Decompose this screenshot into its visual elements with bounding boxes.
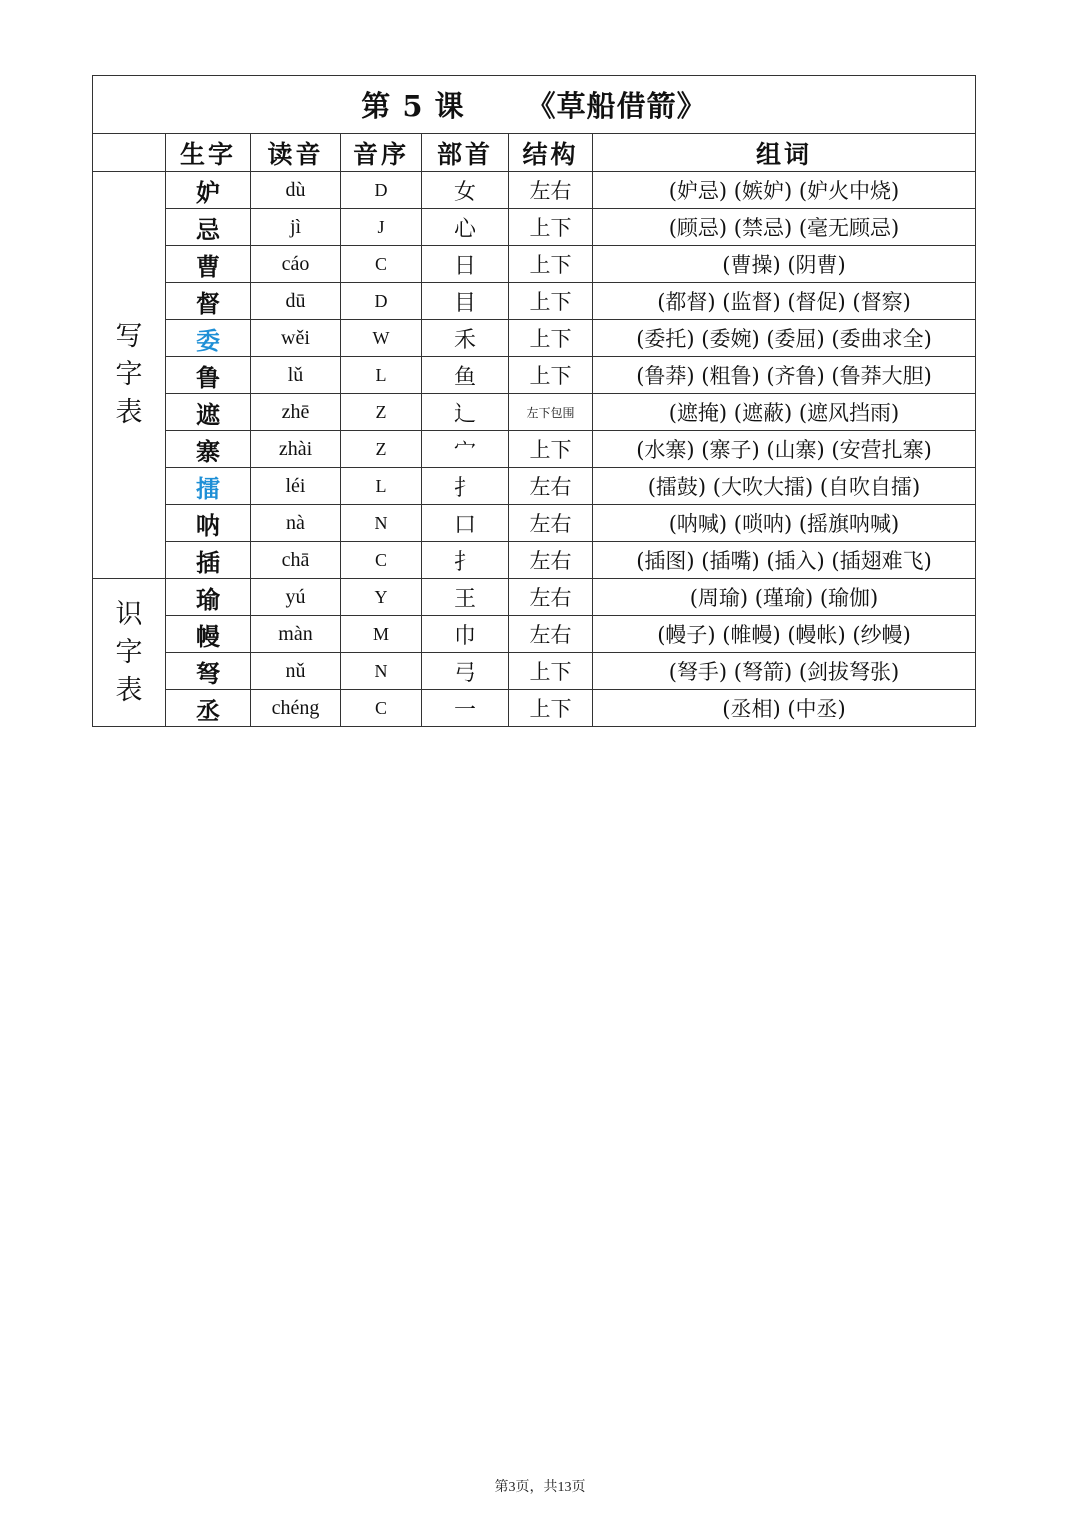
words-cell: (都督) (监督) (督促) (督察) [593, 283, 976, 320]
pinyin-cell: nǔ [251, 653, 341, 690]
header-corner [93, 134, 166, 172]
radical-cell: 扌 [422, 468, 509, 505]
pinyin-cell: zhài [251, 431, 341, 468]
pinyin-cell: lǔ [251, 357, 341, 394]
order-cell: C [341, 690, 422, 727]
order-cell: Z [341, 394, 422, 431]
pinyin-cell: jì [251, 209, 341, 246]
table-row [93, 653, 976, 690]
structure-cell: 左右 [509, 579, 593, 616]
structure-cell: 左下包围 [509, 394, 593, 431]
char-cell: 擂 [166, 468, 251, 505]
pinyin-cell: chéng [251, 690, 341, 727]
order-cell: L [341, 357, 422, 394]
radical-cell: 一 [422, 690, 509, 727]
pinyin-cell: màn [251, 616, 341, 653]
structure-cell: 左右 [509, 542, 593, 579]
section-label-writing [93, 172, 166, 579]
lesson-name: 《草船借箭》 [526, 89, 707, 123]
table-row [93, 505, 976, 542]
char-cell: 瑜 [166, 579, 251, 616]
pinyin-cell: nà [251, 505, 341, 542]
table-body [93, 172, 976, 727]
table-row [93, 431, 976, 468]
table-row [93, 320, 976, 357]
radical-cell: 弓 [422, 653, 509, 690]
order-cell: J [341, 209, 422, 246]
radical-cell: 心 [422, 209, 509, 246]
header-words: 组词 [593, 134, 976, 172]
order-cell: D [341, 283, 422, 320]
radical-cell: 巾 [422, 616, 509, 653]
order-cell: Z [341, 431, 422, 468]
words-cell: (幔子) (帷幔) (幔帐) (纱幔) [593, 616, 976, 653]
table-row [93, 542, 976, 579]
radical-cell: 王 [422, 579, 509, 616]
table-row [93, 579, 976, 616]
radical-cell: 宀 [422, 431, 509, 468]
words-cell: (遮掩) (遮蔽) (遮风挡雨) [593, 394, 976, 431]
table-row [93, 468, 976, 505]
structure-cell: 上下 [509, 320, 593, 357]
words-cell: (插图) (插嘴) (插入) (插翅难飞) [593, 542, 976, 579]
pinyin-cell: wěi [251, 320, 341, 357]
char-cell: 曹 [166, 246, 251, 283]
lesson-title [93, 76, 976, 134]
structure-cell: 左右 [509, 172, 593, 209]
pinyin-cell: chā [251, 542, 341, 579]
section-label-recognition [93, 579, 166, 727]
vocabulary-table [92, 75, 976, 727]
header-radical: 部首 [422, 134, 509, 172]
structure-cell: 左右 [509, 505, 593, 542]
words-cell: (呐喊) (唢呐) (摇旗呐喊) [593, 505, 976, 542]
order-cell: Y [341, 579, 422, 616]
order-cell: N [341, 505, 422, 542]
pinyin-cell: yú [251, 579, 341, 616]
order-cell: N [341, 653, 422, 690]
table-row [93, 246, 976, 283]
order-cell: L [341, 468, 422, 505]
structure-cell: 上下 [509, 246, 593, 283]
char-cell: 寨 [166, 431, 251, 468]
words-cell: (妒忌) (嫉妒) (妒火中烧) [593, 172, 976, 209]
structure-cell: 上下 [509, 283, 593, 320]
char-cell: 委 [166, 320, 251, 357]
header-order: 音序 [341, 134, 422, 172]
table-row [93, 690, 976, 727]
order-cell: C [341, 246, 422, 283]
structure-cell: 左右 [509, 468, 593, 505]
header-row [93, 134, 976, 172]
order-cell: M [341, 616, 422, 653]
structure-cell: 左右 [509, 616, 593, 653]
header-pinyin: 读音 [251, 134, 341, 172]
words-cell: (曹操) (阴曹) [593, 246, 976, 283]
radical-cell: 口 [422, 505, 509, 542]
order-cell: D [341, 172, 422, 209]
structure-cell: 上下 [509, 431, 593, 468]
section-label-text: 写 字 表 [115, 321, 143, 428]
order-cell: C [341, 542, 422, 579]
char-cell: 弩 [166, 653, 251, 690]
lesson-number: 第 5 课 [361, 89, 465, 123]
radical-cell: 女 [422, 172, 509, 209]
table-row [93, 172, 976, 209]
header-structure: 结构 [509, 134, 593, 172]
section-label-text: 识 字 表 [115, 598, 143, 706]
words-cell: (擂鼓) (大吹大擂) (自吹自擂) [593, 468, 976, 505]
table-row [93, 394, 976, 431]
radical-cell: 禾 [422, 320, 509, 357]
char-cell: 忌 [166, 209, 251, 246]
table-row [93, 209, 976, 246]
pinyin-cell: zhē [251, 394, 341, 431]
radical-cell: 辶 [422, 394, 509, 431]
structure-cell: 上下 [509, 690, 593, 727]
char-cell: 呐 [166, 505, 251, 542]
words-cell: (弩手) (弩箭) (剑拔弩张) [593, 653, 976, 690]
char-cell: 妒 [166, 172, 251, 209]
table-row [93, 357, 976, 394]
pinyin-cell: dù [251, 172, 341, 209]
char-cell: 幔 [166, 616, 251, 653]
char-cell: 遮 [166, 394, 251, 431]
radical-cell: 鱼 [422, 357, 509, 394]
order-cell: W [341, 320, 422, 357]
radical-cell: 目 [422, 283, 509, 320]
pinyin-cell: dū [251, 283, 341, 320]
char-cell: 丞 [166, 690, 251, 727]
pinyin-cell: cáo [251, 246, 341, 283]
char-cell: 督 [166, 283, 251, 320]
structure-cell: 上下 [509, 653, 593, 690]
words-cell: (丞相) (中丞) [593, 690, 976, 727]
words-cell: (委托) (委婉) (委屈) (委曲求全) [593, 320, 976, 357]
char-cell: 鲁 [166, 357, 251, 394]
structure-cell: 上下 [509, 209, 593, 246]
table-row [93, 616, 976, 653]
char-cell: 插 [166, 542, 251, 579]
table-row [93, 283, 976, 320]
pinyin-cell: léi [251, 468, 341, 505]
radical-cell: 日 [422, 246, 509, 283]
words-cell: (周瑜) (瑾瑜) (瑜伽) [593, 579, 976, 616]
words-cell: (顾忌) (禁忌) (毫无顾忌) [593, 209, 976, 246]
words-cell: (鲁莽) (粗鲁) (齐鲁) (鲁莽大胆) [593, 357, 976, 394]
radical-cell: 扌 [422, 542, 509, 579]
words-cell: (水寨) (寨子) (山寨) (安营扎寨) [593, 431, 976, 468]
header-char: 生字 [166, 134, 251, 172]
page-footer: 第3页，共13页 [494, 1480, 586, 1495]
structure-cell: 上下 [509, 357, 593, 394]
